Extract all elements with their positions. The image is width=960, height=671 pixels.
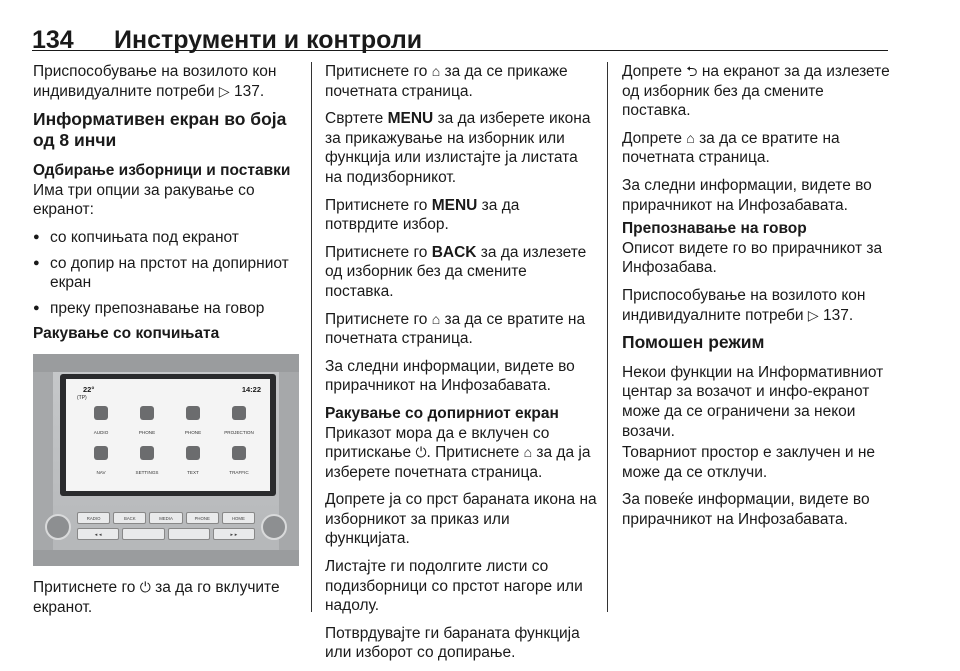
paragraph: Листајте ги подолгите листи со подизборници со прстот нагоре или надолу. [325,558,583,615]
audio-icon [94,406,108,420]
hw-button [122,528,164,540]
tile-settings: SETTINGS [125,446,169,482]
column-3 [622,62,892,537]
page-number: 134 [32,26,74,54]
right-triangle-icon: ▷ [807,306,819,323]
subheading: Ракување со допирниот екран [325,404,559,422]
seek-forward-button: ►► [213,528,255,540]
home-button: HOME [222,512,255,524]
section-heading: Помошен режим [622,332,765,353]
header-rule [32,50,888,51]
home-icon: ⌂ [431,63,441,79]
intro-paragraph: Приспособување на возилото кон индивидуалните потреби ▷ 137. [33,63,277,100]
subheading: Препознавање на говор [622,220,807,238]
screen-time: 14:22 [241,384,261,394]
screen-temperature: 22° [83,384,95,394]
back-button: BACK [113,512,146,524]
tile-traffic: TRAFFIC [217,446,261,482]
phone-icon [186,406,200,420]
phone-button: PHONE [186,512,219,524]
subheading: Одбирање изборници и поставки [33,162,291,180]
tile-phone-2: PHONE [171,406,215,442]
paragraph: Притиснете го MENU за да потврдите избор. [325,196,520,234]
page-header [32,26,888,56]
paragraph: Потврдувајте ги бараната функција или изборот со допирање. [325,624,580,662]
power-icon: ⏻ [139,578,151,595]
paragraph: Свртете MENU за да изберете икона за прикажување на изборник или функција или излистајте ја листата на подизборникот. [325,110,591,186]
list-item: ● со копчињата под екранот [33,228,301,248]
column-divider [311,62,312,612]
text-icon [186,446,200,460]
bullet-list [33,228,301,318]
paragraph: Притиснете го ⌂ за да се прикаже почетната страница. [325,63,568,100]
paragraph: Притиснете го ⌂ за да се вратите на почетната страница. [325,310,586,348]
column-1 [33,62,301,625]
power-icon: ⏻ [415,444,427,461]
projection-icon [232,406,246,420]
tile-text: TEXT [171,446,215,482]
list-item: ● со допир на прстот на допирниот екран [33,254,301,293]
paragraph: Допрете ⌂ за да се вратите на почетната страница. [622,129,840,167]
compass-icon [94,446,108,460]
list-item: ● преку препознавање на говор [33,299,301,319]
paragraph: За следни информации, видете во прирачникот на Инфозабавата. [622,176,872,214]
paragraph: Описот видете го во прирачникот за Инфозабава. [622,239,883,277]
subheading: Ракување со копчињата [33,325,220,343]
radio-button: RADIO [77,512,110,524]
paragraph: Притиснете го ⏻ за да го вклучите екранот. [33,578,280,616]
paragraph: Некои функции на Информативниот центар за возачот и инфо-екранот може да се ограничени за некои возачи. [622,363,884,440]
paragraph: Има три опции за ракување со екранот: [33,181,255,219]
power-knob [45,514,71,540]
paragraph: Допрете ⮌ на екранот за да излезете од изборник без да смените поставка. [622,63,890,120]
paragraph: За повеќе информации, видете во прирачникот на Инфозабавата. [622,491,870,528]
section-heading: Информативен екран во боја од 8 инчи [33,109,287,151]
tile-phone: PHONE [125,406,169,442]
gear-icon [140,446,154,460]
home-icon: ⌂ [431,310,441,327]
menu-knob [261,514,287,540]
home-icon: ⌂ [686,129,695,146]
screen-tp: (TP) [77,394,87,401]
media-button: MEDIA [149,512,182,524]
column-divider [607,62,608,612]
paragraph: Притиснете го BACK за да излезете од изборник без да смените поставка. [325,243,587,300]
paragraph: Приспособување на возилото кон индивидуалните потреби ▷ 137. [622,286,866,324]
right-triangle-icon: ▷ [218,82,230,99]
back-arrow-icon: ⮌ [686,63,698,79]
home-icon: ⌂ [523,444,533,461]
seek-back-button: ◄◄ [77,528,119,540]
infotainment-figure [33,354,299,566]
hardware-buttons-row [77,512,255,524]
tile-projection: PROJECTION [217,406,261,442]
column-2 [325,62,597,671]
tile-audio: AUDIO [79,406,123,442]
phone-icon [140,406,154,420]
paragraph: Приказот мора да е вклучен со притискање ⏻. Притиснете ⌂ за да ја изберете почетната страница. [325,424,591,481]
paragraph: Товарниот простор е заклучен и не може да се отклучи. [622,444,876,481]
tile-nav: NAV [79,446,123,482]
paragraph: За следни информации, видете во прирачникот на Инфозабавата. [325,357,575,395]
page-title: Инструменти и контроли [114,26,423,54]
hw-button [168,528,210,540]
paragraph: Допрете ја со прст бараната икона на изборникот за приказ или функцијата. [325,491,597,548]
hardware-buttons-row-2 [77,528,255,540]
traffic-icon [232,446,246,460]
